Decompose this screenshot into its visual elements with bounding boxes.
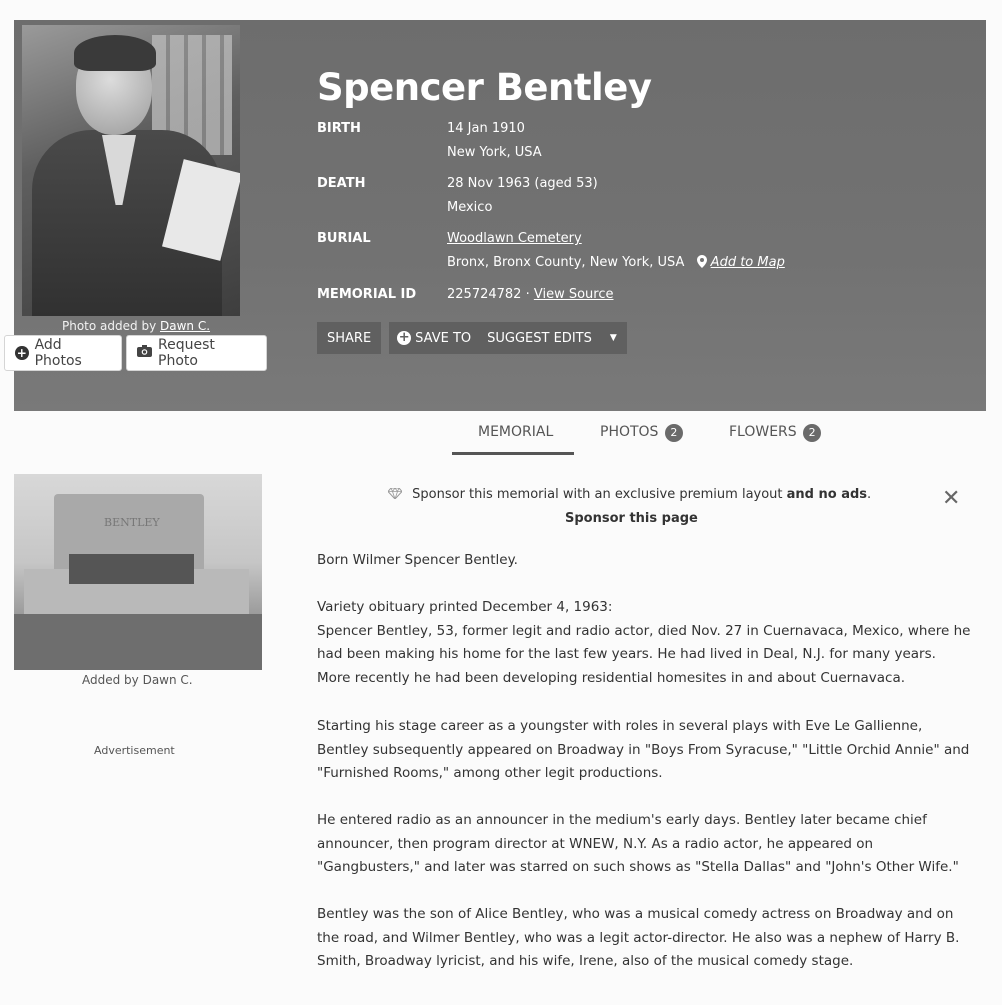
view-source-link[interactable]: View Source	[533, 287, 614, 302]
tab-memorial-label: MEMORIAL	[478, 424, 554, 440]
share-button[interactable]: SHARE	[317, 322, 381, 354]
memorial-tabs	[0, 420, 1002, 456]
photo-credit-prefix: Photo added by	[62, 319, 160, 333]
cemetery-link[interactable]: Woodlawn Cemetery	[447, 231, 582, 246]
portrait-photo[interactable]	[22, 25, 240, 316]
birth-value	[447, 117, 947, 165]
plus-circle-icon: +	[16, 346, 27, 360]
bio-text-heading: Variety obituary printed December 4, 1963:	[317, 599, 613, 615]
add-to-map-link[interactable]: Add to Map	[710, 255, 785, 270]
photos-count-badge: 2	[665, 424, 683, 442]
memorial-id-value: 225724782 · View Source	[447, 287, 614, 302]
hair	[74, 35, 156, 71]
active-tab-indicator	[452, 452, 574, 455]
save-to-button[interactable]	[389, 322, 479, 354]
close-icon[interactable]: ✕	[942, 486, 961, 511]
bio-text: He entered radio as an announcer in the medium's early days. Bentley later became chief announcer, then program director at WNEW, N.Y. As a radio actor, he appeared on "Gangbusters," and later was starred on such shows as "Stella Dallas" and "John's Other Wife."	[317, 812, 959, 876]
death-date: 28 Nov 1963 (aged 53)	[447, 176, 598, 191]
photo-credit-user-link[interactable]: Dawn C.	[159, 319, 211, 333]
save-to-label: SAVE TO	[415, 330, 472, 346]
diamond-icon	[388, 488, 402, 503]
burial-place: Bronx, Bronx County, New York, USA	[447, 255, 685, 270]
bio-text: Born Wilmer Spencer Bentley.	[317, 552, 518, 568]
birth-label: BIRTH	[317, 121, 361, 136]
gravestone-photo[interactable]	[14, 474, 262, 670]
save-suggest-group	[389, 322, 627, 354]
sponsor-banner	[388, 487, 908, 526]
memorial-id: 225724782	[447, 287, 522, 302]
sponsor-text: Sponsor this memorial with an exclusive premium layout	[412, 487, 787, 502]
tab-flowers-label: FLOWERS	[729, 424, 797, 440]
burial-value	[447, 227, 947, 277]
sponsor-page-link[interactable]: Sponsor this page	[565, 511, 698, 526]
camera-icon	[137, 345, 152, 361]
memorial-name: Spencer Bentley	[317, 66, 652, 109]
tab-photos-label: PHOTOS	[600, 424, 659, 440]
bio-text: Bentley was the son of Alice Bentley, who was a musical comedy actress on Broadway and on the road, and Wilmer Bentley, who was a legit actor-director. He also was a nephew of Harry B. Smith, Broadway lyricist, and his wife, Irene, also of the musical comedy stage.	[317, 906, 960, 970]
request-photo-label: Request Photo	[158, 337, 215, 369]
tab-photos[interactable]	[600, 424, 683, 442]
birth-place: New York, USA	[447, 145, 542, 160]
bench-seat	[69, 554, 194, 584]
plus-circle-icon: +	[398, 330, 410, 345]
bio-text: Spencer Bentley, 53, former legit and radio actor, died Nov. 27 in Cuernavaca, Mexico, where he had been making his home for the last few years. He had lived in Deal, N.J. for many years. More recently he had been developing residential homesites in and about Cuernavaca.	[317, 622, 971, 686]
more-dropdown-button[interactable]	[600, 322, 627, 354]
caret-down-icon: ▼	[609, 333, 617, 343]
gravestone-credit: Added by Dawn C.	[82, 673, 193, 687]
grass	[14, 614, 262, 670]
add-photos-button[interactable]	[4, 335, 122, 371]
death-value	[447, 172, 947, 220]
bio-paragraph-3	[317, 715, 972, 786]
sponsor-text-bold: and no ads	[786, 487, 868, 502]
bio-paragraph-4	[317, 809, 972, 880]
memorial-id-label: MEMORIAL ID	[317, 287, 417, 302]
bio-paragraph-2	[317, 596, 972, 690]
birth-date: 14 Jan 1910	[447, 121, 525, 136]
sponsor-period: .	[867, 487, 872, 502]
sponsor-line	[388, 487, 908, 503]
bio-paragraph-5	[317, 903, 972, 974]
headstone-engraving: BENTLEY	[104, 516, 160, 529]
flowers-count-badge: 2	[803, 424, 821, 442]
tab-flowers[interactable]	[729, 424, 821, 442]
request-photo-button[interactable]	[126, 335, 267, 371]
suggest-edits-button[interactable]: SUGGEST EDITS	[479, 322, 600, 354]
death-place: Mexico	[447, 200, 493, 215]
action-bar	[317, 322, 627, 354]
advertisement-label: Advertisement	[94, 744, 175, 757]
bio-text: Starting his stage career as a youngster with roles in several plays with Eve Le Gallienne, Bentley subsequently appeared on Broadway in "Boys From Syracuse," "Little Orchid Annie" and "Furnished Rooms," among other legit productions.	[317, 718, 970, 782]
photo-credit	[62, 319, 210, 333]
burial-label: BURIAL	[317, 231, 371, 246]
death-label: DEATH	[317, 176, 366, 191]
tab-memorial[interactable]	[478, 424, 553, 440]
bio-paragraph-1	[317, 549, 972, 573]
add-photos-label: Add Photos	[34, 337, 82, 369]
map-pin-icon	[697, 253, 707, 277]
